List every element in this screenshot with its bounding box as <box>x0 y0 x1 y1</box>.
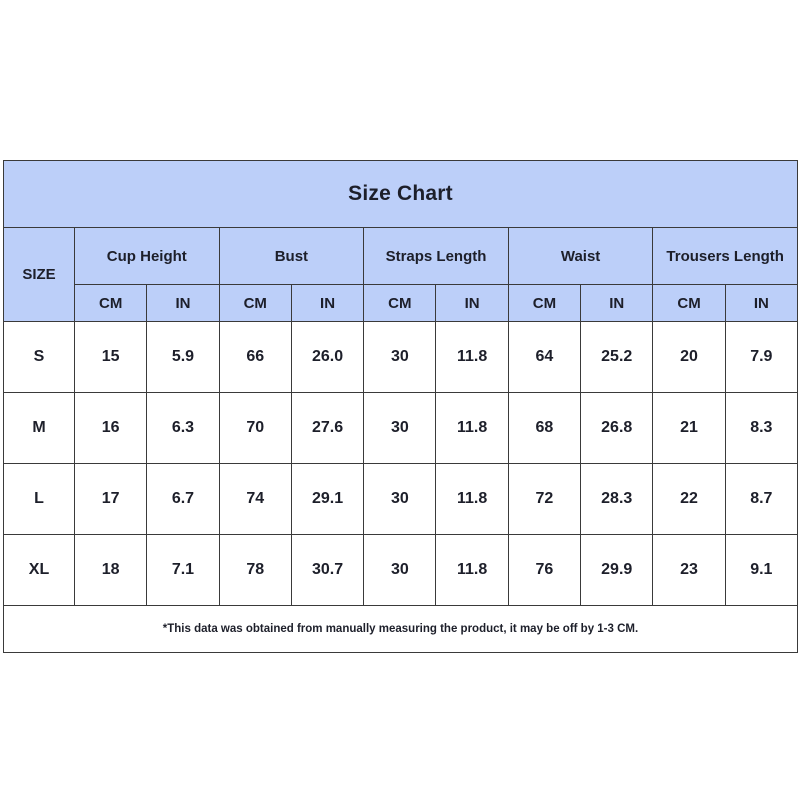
measurement-cell: 8.7 <box>725 464 797 535</box>
measurement-cell: 30.7 <box>291 535 363 606</box>
measurement-note: *This data was obtained from manually measuring the product, it may be off by 1-3 CM. <box>4 606 798 653</box>
unit-header-cm: CM <box>364 285 436 322</box>
unit-header-cm: CM <box>75 285 147 322</box>
measurement-cell: 28.3 <box>581 464 653 535</box>
measurement-cell: 17 <box>75 464 147 535</box>
unit-header-in: IN <box>291 285 363 322</box>
measurement-cell: 72 <box>508 464 580 535</box>
chart-title: Size Chart <box>4 161 798 228</box>
measurement-cell: 25.2 <box>581 322 653 393</box>
measurement-cell: 29.1 <box>291 464 363 535</box>
group-header-straps-length: Straps Length <box>364 228 509 285</box>
measurement-cell: 5.9 <box>147 322 219 393</box>
measurement-cell: 16 <box>75 393 147 464</box>
measurement-cell: 30 <box>364 393 436 464</box>
table-row <box>4 464 798 535</box>
measurement-cell: 30 <box>364 464 436 535</box>
unit-header-cm: CM <box>219 285 291 322</box>
unit-header-in: IN <box>147 285 219 322</box>
group-header-trousers-length: Trousers Length <box>653 228 798 285</box>
measurement-cell: 64 <box>508 322 580 393</box>
measurement-cell: 23 <box>653 535 725 606</box>
measurement-cell: 21 <box>653 393 725 464</box>
measurement-cell: 29.9 <box>581 535 653 606</box>
measurement-cell: 7.1 <box>147 535 219 606</box>
size-cell: XL <box>4 535 75 606</box>
measurement-cell: 8.3 <box>725 393 797 464</box>
unit-header-in: IN <box>581 285 653 322</box>
measurement-cell: 7.9 <box>725 322 797 393</box>
size-cell: M <box>4 393 75 464</box>
measurement-cell: 76 <box>508 535 580 606</box>
group-header-waist: Waist <box>508 228 653 285</box>
measurement-cell: 6.3 <box>147 393 219 464</box>
measurement-cell: 11.8 <box>436 322 508 393</box>
measurement-cell: 74 <box>219 464 291 535</box>
group-header-row <box>4 228 798 285</box>
measurement-cell: 11.8 <box>436 535 508 606</box>
measurement-cell: 6.7 <box>147 464 219 535</box>
measurement-cell: 78 <box>219 535 291 606</box>
measurement-cell: 11.8 <box>436 393 508 464</box>
measurement-cell: 30 <box>364 535 436 606</box>
unit-header-in: IN <box>436 285 508 322</box>
size-column-header: SIZE <box>4 228 75 322</box>
unit-header-in: IN <box>725 285 797 322</box>
table-row <box>4 322 798 393</box>
measurement-cell: 11.8 <box>436 464 508 535</box>
measurement-cell: 15 <box>75 322 147 393</box>
measurement-cell: 30 <box>364 322 436 393</box>
group-header-cup-height: Cup Height <box>75 228 220 285</box>
size-cell: L <box>4 464 75 535</box>
measurement-cell: 26.0 <box>291 322 363 393</box>
measurement-cell: 68 <box>508 393 580 464</box>
measurement-cell: 70 <box>219 393 291 464</box>
measurement-cell: 22 <box>653 464 725 535</box>
measurement-cell: 66 <box>219 322 291 393</box>
unit-header-cm: CM <box>508 285 580 322</box>
size-chart-table <box>3 160 798 653</box>
measurement-cell: 26.8 <box>581 393 653 464</box>
measurement-cell: 27.6 <box>291 393 363 464</box>
measurement-cell: 18 <box>75 535 147 606</box>
group-header-bust: Bust <box>219 228 364 285</box>
size-cell: S <box>4 322 75 393</box>
unit-header-row <box>4 285 798 322</box>
measurement-cell: 9.1 <box>725 535 797 606</box>
measurement-cell: 20 <box>653 322 725 393</box>
table-row <box>4 535 798 606</box>
table-body <box>4 322 798 606</box>
table-row <box>4 393 798 464</box>
unit-header-cm: CM <box>653 285 725 322</box>
